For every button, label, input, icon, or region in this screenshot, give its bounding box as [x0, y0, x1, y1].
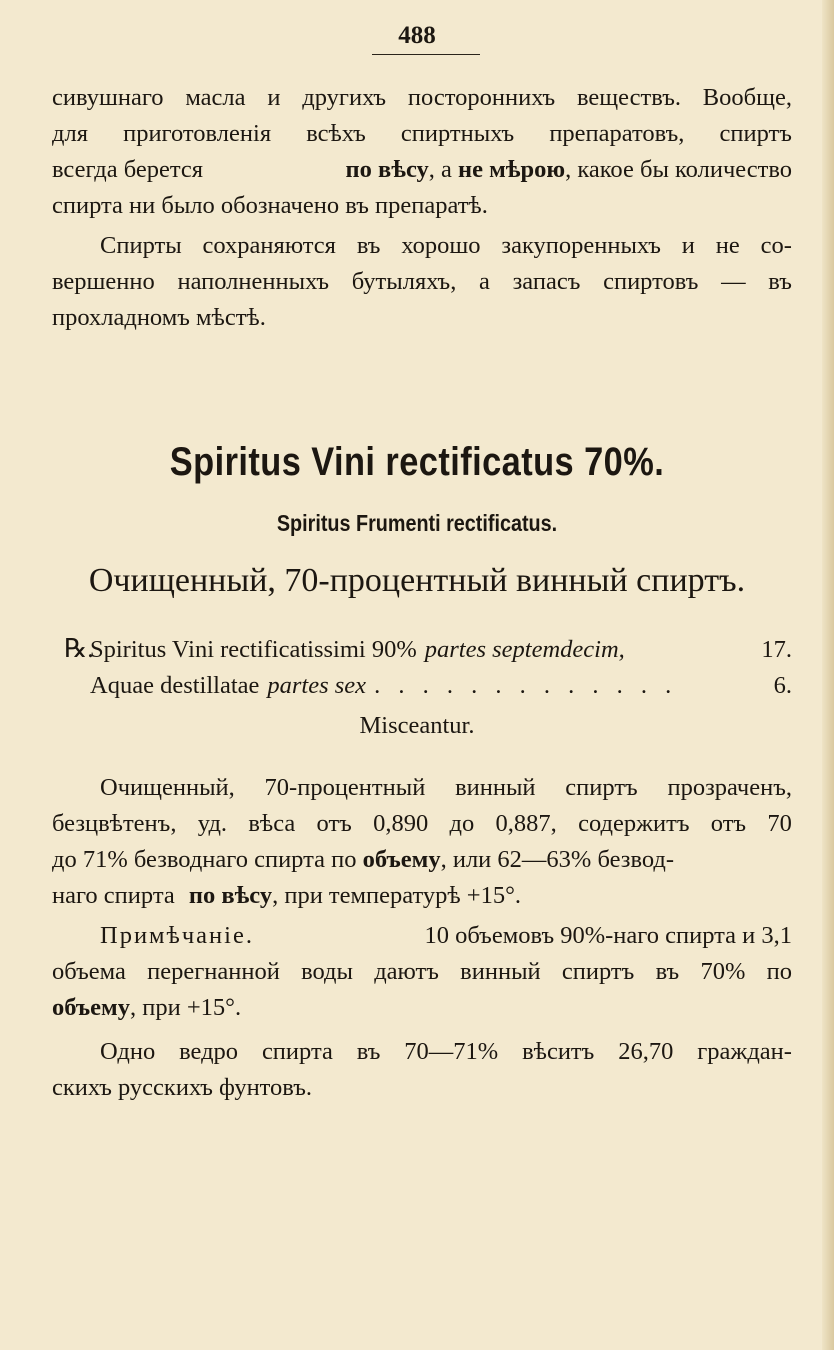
text-line: вершенно наполненныхъ бутыляхъ, а запасъ спиртовъ — въ: [52, 268, 792, 295]
note-label: Примѣчаніе.: [100, 922, 254, 949]
text-line: [52, 878, 792, 914]
text-line: [52, 152, 792, 188]
text-span: , какое бы количество: [565, 156, 792, 183]
text-line: для приготовленія всѣхъ спиртныхъ препаратовъ, спиртъ: [52, 120, 792, 147]
text-span: спирта ни было обозначено въ препаратѣ.: [52, 192, 488, 219]
text-span: , а: [428, 156, 452, 183]
bold-phrase: не мѣрою: [458, 156, 566, 183]
intro-paragraph-2: [52, 228, 792, 336]
ingredient-name: Spiritus Vini rectificatissimi 90%: [90, 636, 417, 663]
text-line: Одно ведро спирта въ 70—71% вѣситъ 26,70 граждан-: [100, 1038, 792, 1065]
text-line: сивушнаго масла и другихъ постороннихъ веществъ. Вообще,: [52, 84, 792, 111]
ingredient-quantity: partes sex: [267, 672, 367, 699]
recipe-symbol: ℞.: [64, 634, 94, 663]
latin-subtitle: Spiritus Frumenti rectificatus.: [276, 510, 558, 536]
text-span: [52, 842, 674, 878]
bold-phrase: объему: [362, 846, 441, 873]
text-span: [346, 152, 792, 188]
text-span: до 71% безводнаго спирта по: [52, 846, 357, 873]
text-line: объема перегнанной воды даютъ винный спиртъ въ 70% по: [52, 958, 792, 985]
intro-paragraph-1: [52, 80, 792, 224]
text-span: наго спирта: [52, 882, 175, 909]
recipe-list: [90, 632, 792, 704]
text-line: [52, 188, 792, 224]
recipe-row: [90, 668, 792, 704]
text-span: , при +15°.: [130, 994, 242, 1021]
text-span: , или 62—63% безвод-: [440, 846, 675, 873]
russian-title: Очищенный, 70-процентный винный спиртъ.: [88, 562, 746, 599]
ingredient-number: 17.: [761, 636, 792, 663]
ingredient-number: 6.: [773, 672, 792, 699]
text-span: скихъ русскихъ фунтовъ.: [52, 1074, 313, 1101]
text-span: [52, 878, 529, 914]
page-number: 488: [398, 22, 436, 49]
text-line: Спирты сохраняются въ хорошо закупоренныхъ и не со-: [100, 232, 792, 259]
ingredient-quantity: partes septemdecim,: [424, 636, 625, 663]
text-line: [52, 300, 792, 336]
description-paragraph: [52, 770, 792, 914]
text-line: [52, 1070, 792, 1106]
leader-dots: . . . . . . . . . . . . .: [374, 672, 678, 699]
final-paragraph: [52, 1034, 792, 1106]
text-line: Очищенный, 70-процентный винный спиртъ прозраченъ,: [100, 774, 792, 801]
page-edge: [822, 0, 834, 1350]
text-span: 10 объемовъ 90%-наго спирта и 3,1: [424, 922, 792, 949]
bold-phrase: объему: [52, 994, 130, 1021]
text-span: [52, 990, 249, 1026]
text-line: [52, 918, 792, 954]
page-number-rule: [372, 54, 480, 55]
text-line: [52, 990, 792, 1026]
text-line: безцвѣтенъ, уд. вѣса отъ 0,890 до 0,887, содержитъ отъ 70: [52, 810, 792, 837]
bold-phrase: по вѣсу: [345, 156, 429, 183]
note-paragraph: [52, 918, 792, 1026]
text-span: всегда берется: [52, 156, 204, 183]
recipe-instruction: Misceantur.: [359, 712, 475, 739]
text-span: , при температурѣ +15°.: [272, 882, 522, 909]
text-span: прохладномъ мѣстѣ.: [52, 304, 266, 331]
latin-title: Spiritus Vini rectificatus 70%.: [169, 440, 665, 484]
recipe-row: [90, 632, 792, 668]
bold-phrase: по вѣсу: [188, 882, 273, 909]
ingredient-name: Aquae destillatae: [90, 672, 260, 699]
text-line: [52, 842, 792, 878]
